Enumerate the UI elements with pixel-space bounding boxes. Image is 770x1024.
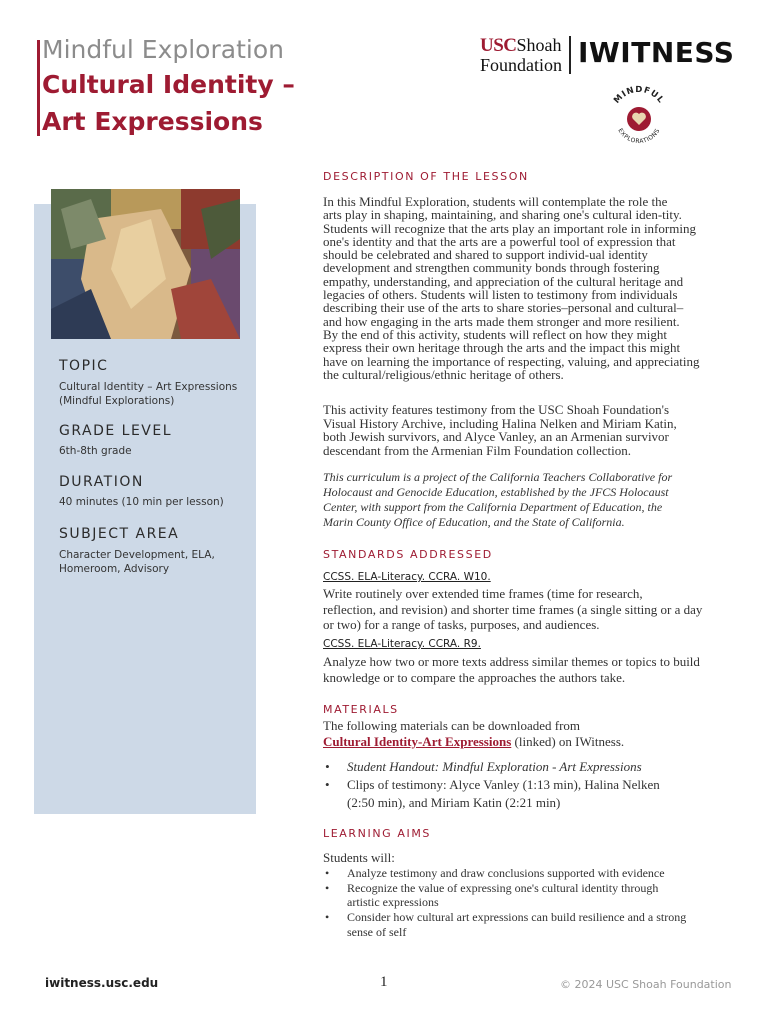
desc-line: Visual History Archive, including Halina Nelken and Miriam Katin,: [323, 415, 677, 431]
usc-shoah-logo: [480, 36, 565, 76]
std-line: reflection, and revision) and shorter time frames (a single sitting or a day: [323, 601, 703, 617]
title-subtitle: Mindful Exploration: [42, 35, 284, 64]
learning-aims-heading: LEARNING AIMS: [323, 827, 432, 840]
list-item: • Student Handout: Mindful Exploration - Art Expressions: [323, 758, 718, 776]
logo-shoah-text: Shoah: [516, 35, 562, 55]
desc-line: This activity features testimony from the USC Shoah Foundation's: [323, 402, 670, 417]
desc-line: development and strengthen community bonds through fostering: [323, 260, 660, 276]
standards-heading: STANDARDS ADDRESSED: [323, 548, 493, 561]
subject-line-1: Character Development, ELA,: [59, 549, 215, 561]
subject-line-2: Homeroom, Advisory: [59, 563, 170, 575]
description-heading: DESCRIPTION OF THE LESSON: [323, 170, 529, 183]
std-line: knowledge or to compare the approaches the authors take.: [323, 670, 626, 685]
desc-line: This curriculum is a project of the California Teachers Collaborative for: [323, 470, 673, 484]
standard-code-w10[interactable]: CCSS. ELA-Literacy. CCRA. W10.: [323, 571, 491, 583]
footer-copyright: © 2024 USC Shoah Foundation: [560, 978, 732, 991]
page-title: [42, 34, 342, 140]
description-paragraph-1: [323, 195, 718, 381]
list-item: • Clips of testimony: Alyce Vanley (1:13 min), Halina Nelken: [323, 776, 718, 794]
title-line-1: Cultural Identity –: [42, 70, 295, 99]
title-line-2: Art Expressions: [42, 107, 263, 136]
duration-heading: DURATION: [59, 474, 144, 490]
topic-line-1: Cultural Identity – Art Expressions: [59, 381, 238, 393]
list-item: • Analyze testimony and draw conclusions supported with evidence: [323, 866, 718, 881]
aims-item-2-continuation: artistic expressions: [347, 895, 439, 909]
desc-line: Marin County Office of Education, and the State of California.: [323, 515, 625, 529]
standard-code-r9[interactable]: CCSS. ELA-Literacy. CCRA. R9.: [323, 638, 481, 650]
title-accent-bar: [37, 40, 40, 136]
materials-link-suffix: (linked) on IWitness.: [511, 733, 625, 749]
desc-line: describing their use of the arts to share stories–personal and cultural–: [323, 300, 684, 316]
standard-text-r9: [323, 654, 718, 686]
duration-value: 40 minutes (10 min per lesson): [59, 496, 224, 508]
description-paragraph-3: [323, 470, 718, 530]
aims-item-3-continuation: sense of self: [347, 925, 407, 939]
learning-aims-intro: Students will:: [323, 850, 395, 865]
list-item: • Consider how cultural art expressions can build resilience and a strong: [323, 910, 718, 925]
topic-heading: TOPIC: [59, 358, 109, 374]
desc-line: and how engaging in the arts made them stronger and more resilient.: [323, 313, 680, 329]
mindful-explorations-badge: [606, 84, 672, 150]
badge-top-text: MINDFUL: [612, 84, 667, 106]
topic-line-2: (Mindful Explorations): [59, 395, 175, 407]
materials-link-line: [323, 734, 718, 750]
logo-usc-text: USC: [480, 35, 517, 56]
learning-aims-list: [323, 866, 718, 895]
desc-line: By the end of this activity, students will reflect on how they might: [323, 326, 667, 342]
art-expressions-image: [51, 189, 240, 339]
footer-site-link[interactable]: iwitness.usc.edu: [45, 976, 159, 990]
desc-line: both Jewish survivors, and Alyce Vanley, an an Armenian survivor: [323, 429, 669, 444]
iwitness-logo: IWITNESS: [578, 36, 735, 69]
materials-list-continuation: (2:50 min), and Miriam Katin (2:21 min): [347, 795, 561, 810]
page-number: 1: [380, 974, 388, 990]
desc-line: Students will recognize that the arts play an important role in informing: [323, 220, 696, 236]
logo-foundation-text: Foundation: [480, 55, 563, 75]
grade-level-value: 6th-8th grade: [59, 445, 132, 457]
svg-text:MINDFUL: [612, 85, 666, 106]
desc-line: Holocaust and Genocide Education, established by the JFCS Holocaust: [323, 485, 669, 499]
desc-line: have on learning the importance of respecting, valuing, and appreciating: [323, 353, 700, 369]
badge-bottom-text: EXPLORATIONS: [616, 127, 662, 146]
desc-line: empathy, understanding, and appreciation of the cultural heritage and: [323, 273, 684, 289]
list-item: • Recognize the value of expressing one's cultural identity through: [323, 881, 718, 896]
logo-divider: [569, 36, 571, 74]
grade-level-heading: GRADE LEVEL: [59, 423, 173, 439]
desc-line: the cultural/religious/ethnic heritage of others.: [323, 366, 564, 382]
desc-line: In this Mindful Exploration, students will contemplate the role the: [323, 194, 668, 209]
desc-line: one's identity and that the arts are a powerful tool of expression that: [323, 233, 676, 249]
desc-line: Center, with support from the California Department of Education, the: [323, 500, 663, 514]
std-line: or two) for a range of tasks, purposes, and audiences.: [323, 617, 600, 632]
subject-area-heading: SUBJECT AREA: [59, 526, 180, 542]
std-line: Analyze how two or more texts address similar themes or topics to build: [323, 654, 700, 669]
learning-aims-list-2: [323, 910, 718, 925]
subject-area-value: [59, 548, 249, 576]
cultural-identity-link[interactable]: Cultural Identity-Art Expressions: [323, 733, 512, 749]
desc-line: express their own heritage through the arts and the impact this might: [323, 340, 681, 356]
desc-line: arts play in shaping, maintaining, and sharing one's cultural iden-tity.: [323, 207, 682, 223]
materials-intro-line: The following materials can be downloaded from: [323, 718, 581, 733]
topic-value: [59, 380, 249, 408]
standard-text-w10: [323, 586, 718, 633]
desc-line: descendant from the Armenian Film Foundation collection.: [323, 442, 631, 458]
materials-list: [323, 758, 718, 794]
desc-line: should be celebrated and shared to support individ-ual identity: [323, 247, 648, 263]
materials-intro: [323, 718, 718, 749]
description-paragraph-2: [323, 403, 718, 457]
std-line: Write routinely over extended time frames (time for research,: [323, 586, 643, 601]
desc-line: legacies of others. Students will listen to testimony from individuals: [323, 287, 678, 303]
materials-heading: MATERIALS: [323, 703, 399, 716]
